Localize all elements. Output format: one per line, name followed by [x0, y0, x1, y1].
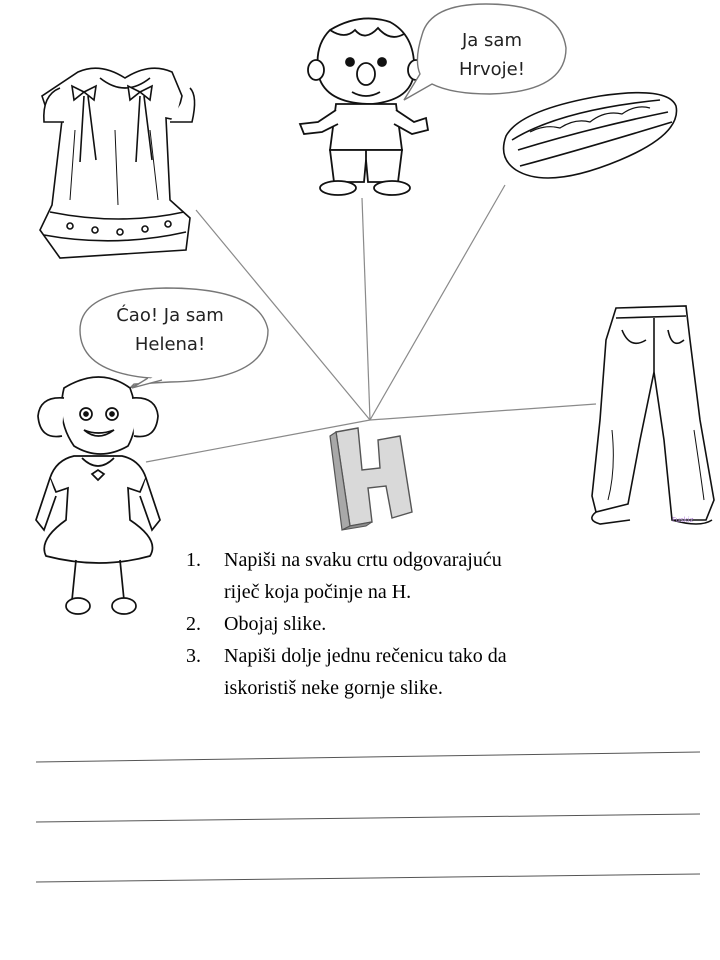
- writing-lines: [36, 752, 700, 882]
- writing-line-2: [36, 814, 700, 822]
- writing-line-3: [36, 874, 700, 882]
- instruction-item-1: [186, 544, 606, 608]
- girl-speech-bubble: [80, 288, 268, 388]
- line-to-trousers: [370, 404, 596, 420]
- hotdog-drawing: [504, 93, 677, 178]
- boy-bubble-line-2: Hrvoje!: [459, 59, 525, 80]
- writing-line-1: [36, 752, 700, 762]
- instruction-item-3: [186, 640, 606, 704]
- instruction-text: riječ koja počinje na H.: [224, 581, 412, 603]
- boy-drawing: [300, 18, 428, 195]
- girl-drawing: [36, 377, 160, 614]
- instruction-text: Obojaj slike.: [224, 613, 327, 635]
- instruction-number: 2.: [186, 613, 201, 635]
- girl-bubble-line-1: Ćao! Ja sam: [116, 305, 224, 326]
- instructions-list: [186, 544, 606, 704]
- letter-h-graphic: [330, 428, 412, 530]
- instruction-text: Napiši na svaku crtu odgovarajuću: [224, 549, 502, 571]
- boy-bubble-line-1: Ja sam: [461, 30, 523, 51]
- instruction-number: 1.: [186, 549, 201, 571]
- instruction-text: Napiši dolje jednu rečenicu tako da: [224, 645, 507, 667]
- instruction-number: 3.: [186, 645, 201, 667]
- boy-speech-bubble: [404, 4, 566, 100]
- line-to-hotdog: [370, 185, 505, 420]
- watermark: Fuskiz: [672, 516, 694, 524]
- instruction-text: iskoristiš neke gornje slike.: [224, 677, 443, 699]
- dress-drawing: [40, 68, 195, 258]
- instruction-item-2: [186, 608, 606, 640]
- trousers-drawing: [592, 306, 714, 524]
- girl-bubble-line-2: Helena!: [134, 334, 206, 355]
- line-to-boy: [362, 198, 370, 420]
